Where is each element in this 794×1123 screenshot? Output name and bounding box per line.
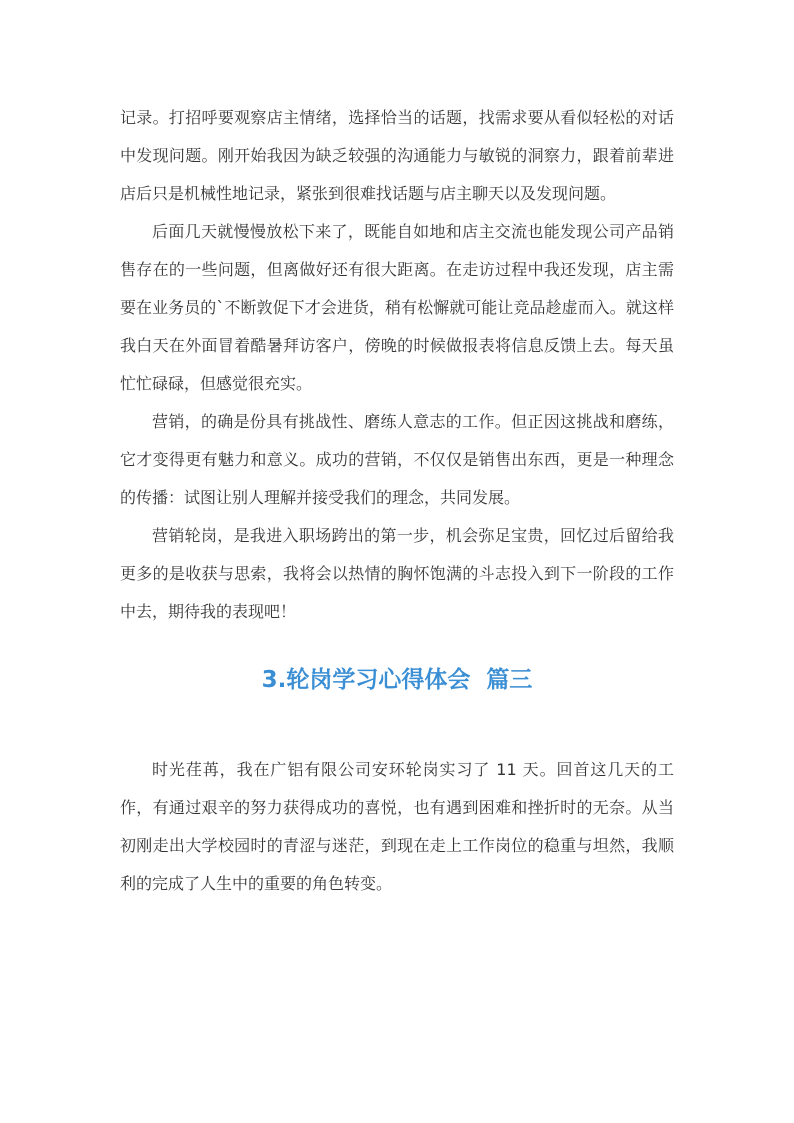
paragraph-3: 营销，的确是份具有挑战性、磨练人意志的工作。但正因这挑战和磨练，它才变得更有魅力和意义。成功的营销，不仅仅是销售出东西，更是一种理念的传播：试图让别人理解并接受我们的理念，共同发展。 [120,412,674,507]
paragraph-2: 后面几天就慢慢放松下来了，既能自如地和店主交流也能发现公司产品销售存在的一些问题，但离做好还有很大距离。在走访过程中我还发现，店主需要在业务员的`不断敦促下才会进货，稍有松懈就可能让竞品趁虚而入。就这样我白天在外面冒着酷暑拜访客户，傍晚的时候做报表将信息反馈上去。每天虽忙忙碌碌，但感觉很充实。 [120,222,674,393]
document-body [120,99,674,903]
paragraph-1: 记录。打招呼要观察店主情绪，选择恰当的话题，找需求要从看似轻松的对话中发现问题。刚开始我因为缺乏较强的沟通能力与敏锐的洞察力，跟着前辈进店后只是机械性地记录，紧张到很难找话题与店主聊天以及发现问题。 [120,108,674,203]
paragraph-5: 时光荏苒，我在广铝有限公司安环轮岗实习了 11 天。回首这几天的工作，有通过艰辛的努力获得成功的喜悦，也有遇到困难和挫折时的无奈。从当初刚走出大学校园时的青涩与迷茫，到现在走上工作岗位的稳重与坦然，我顺利的完成了人生中的重要的角色转变。 [120,760,674,893]
section-heading: 3.轮岗学习心得体会 篇三 [261,667,533,693]
paragraph-4: 营销轮岗，是我进入职场跨出的第一步，机会弥足宝贵，回忆过后留给我更多的是收获与思索，我将会以热情的胸怀饱满的斗志投入到下一阶段的工作中去，期待我的表现吧！ [120,526,674,621]
